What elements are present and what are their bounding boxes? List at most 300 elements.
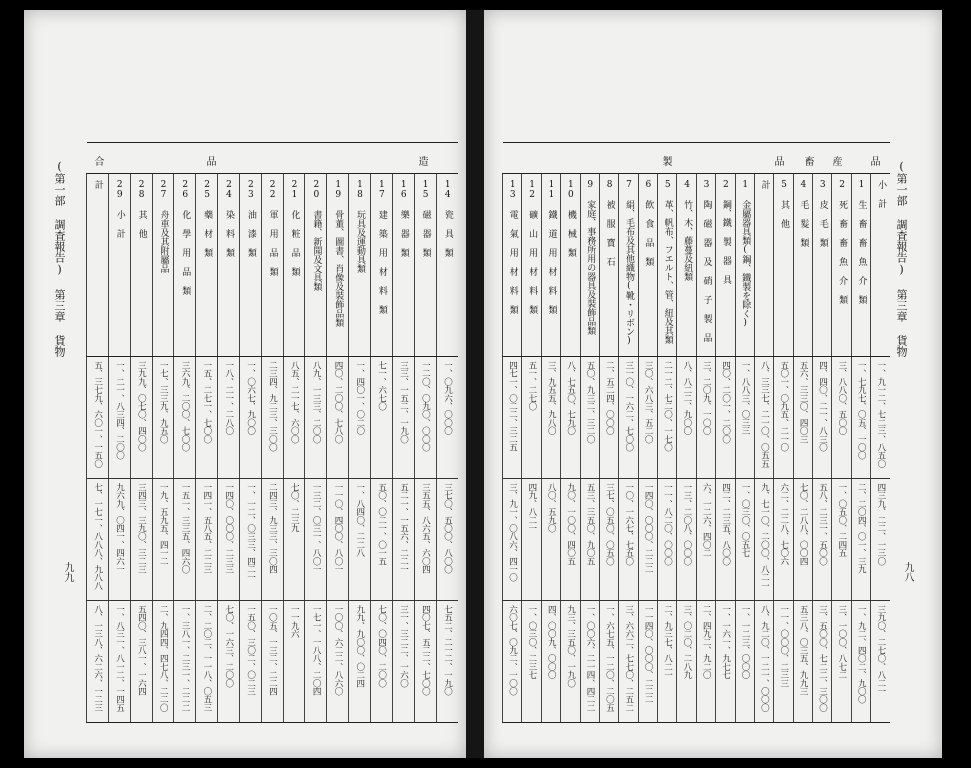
table-cell (392, 601, 414, 723)
cell-value: 三、八八〇、五〇〇 (836, 361, 847, 435)
table-cell (735, 479, 754, 601)
cell-value: 一、六七五、一二〇、二〇五 (604, 605, 615, 712)
cell-value: 八五、二一七、六〇〇 (289, 361, 300, 444)
cell-value: 八九、一三三、二〇〇 (311, 361, 322, 444)
table-cell (349, 479, 371, 601)
cell-value: 九〇、一〇〇、四〇五 (565, 483, 576, 566)
table-cell (239, 357, 261, 479)
cell-value: 二四三、九三三、三〇四 (267, 483, 278, 574)
table-cell (414, 601, 436, 723)
column-header-label: 5 革、帆布、フエルト、管、紐及其類 (662, 180, 673, 344)
cell-value: 六、一二六、四〇二 (701, 483, 712, 557)
table-cell (871, 479, 890, 601)
column-header-label: 3 皮 毛 類 (817, 180, 828, 247)
table-cell (130, 479, 152, 601)
column-header-label: 9 家庭、事務所用の器具及裝飾品類 (585, 180, 596, 335)
cell-value: 五、三七九、六〇一、一五〇 (92, 361, 103, 468)
column-header (561, 174, 580, 357)
table-cell (108, 601, 130, 723)
cell-value: 一、一二三、〇〇〇 (739, 605, 750, 679)
column-header-label: 計 (759, 180, 770, 189)
cell-value: 一、九一二、七二三、八五〇 (875, 361, 886, 468)
table-cell (561, 601, 580, 723)
table-cell (619, 357, 638, 479)
group-label: 畜 (804, 157, 815, 168)
column-header (130, 174, 152, 357)
column-header-label: 21 化 粧 品 類 (289, 180, 300, 276)
table-cell (580, 357, 599, 479)
table-cell (392, 357, 414, 479)
table-cell (239, 601, 261, 723)
cell-value: 九九、九〇〇、〇二四 (354, 605, 365, 688)
cell-value: 五三、三五〇、九〇五 (584, 483, 595, 566)
column-header-label: 28 其 他 (136, 180, 147, 238)
table-cell (638, 479, 657, 601)
table-row (87, 479, 459, 601)
column-header (261, 174, 283, 357)
cell-value: 四、〇〇九、〇〇〇 (546, 605, 557, 679)
cell-value: 三七、〇五〇、〇五〇 (604, 483, 615, 566)
table-cell (677, 357, 696, 479)
table-cell (754, 479, 773, 601)
cell-value: 一五一、三三五、四六〇 (180, 483, 191, 574)
cell-value: 一三二、〇三一、八〇一 (311, 483, 322, 574)
cell-value: 四〇七、五二二、七〇〇 (420, 605, 431, 696)
cell-value: 八、三三七、二一〇、〇五五 (759, 361, 770, 468)
table-cell (327, 479, 349, 601)
table-cell (774, 601, 793, 723)
cell-value: 三九九、〇七〇、四〇〇 (136, 361, 147, 452)
table-cell (851, 601, 870, 723)
table-cell (283, 479, 305, 601)
cell-value: 三〇、六八三、五二〇 (643, 361, 654, 444)
cell-value: 一、〇三〇、〇五七 (739, 483, 750, 557)
cell-value: 五八、二三一、五〇〇 (817, 483, 828, 566)
column-header (580, 174, 599, 357)
cell-value: 九六九、〇四一、四六一 (114, 483, 125, 574)
statistics-table-right (502, 142, 890, 723)
cell-value: 一、八三一、八一二、一四五 (114, 605, 125, 712)
column-header (218, 174, 240, 357)
book-spine (466, 10, 484, 758)
table-cell (871, 357, 890, 479)
cell-value: 三五五、八六五、六〇四 (420, 483, 431, 574)
cell-value: 七五二、二一二、一九〇 (442, 605, 453, 696)
cell-value: 三九〇、二七〇、八二一 (875, 605, 886, 696)
cell-value: 三、五〇〇、七二二、三〇〇 (817, 605, 828, 712)
table-cell (152, 479, 174, 601)
column-header-label: 23 油 漆 類 (245, 180, 256, 257)
table-cell (696, 601, 715, 723)
column-header-label: 26 化 學 用 品 類 (180, 180, 191, 295)
column-header-label: 11 鐵 道 用 材 料 類 (546, 180, 557, 314)
cell-value: 一、二一、八三四、二〇〇 (114, 361, 125, 460)
column-header-label: 20 書籍、新聞及文具類 (311, 180, 322, 291)
table-cell (658, 479, 677, 601)
cell-value: 一、〇九六、〇〇〇 (442, 361, 453, 435)
cell-value: 七、一七一、八八八、九八八 (92, 483, 103, 590)
table-row (87, 601, 459, 723)
cell-value: 二、四九二、九二〇 (701, 605, 712, 679)
column-header-label: 4 毛 髮 類 (798, 180, 809, 247)
column-header (414, 174, 436, 357)
column-header (436, 174, 458, 357)
cell-value: 一五、二七一、七〇〇 (201, 361, 212, 444)
column-header-label: 13 電 氣 用 材 料 類 (507, 180, 518, 314)
cell-value: 三、〇二〇、二八九 (681, 605, 692, 679)
column-header (305, 174, 327, 357)
column-header (638, 174, 657, 357)
table-cell (261, 357, 283, 479)
table-cell (174, 357, 196, 479)
running-header: (第一部 調査報告) 第三章 貨物 (53, 160, 66, 357)
table-cell (503, 479, 522, 601)
table-cell (152, 357, 174, 479)
cell-value: 一八、二一、二八〇 (223, 361, 234, 435)
cell-value: 三、二〇九、一〇〇 (701, 361, 712, 435)
table-cell (851, 357, 870, 479)
column-header (832, 174, 851, 357)
table-cell (108, 479, 130, 601)
cell-value: 一四〇、〇〇〇、二三三 (223, 483, 234, 574)
table-cell (696, 357, 715, 479)
column-header (696, 174, 715, 357)
cell-value: 四七一、〇二二、三二五 (507, 361, 518, 452)
cell-value: 三一、三二二、一六〇 (398, 605, 409, 688)
table-cell (696, 479, 715, 601)
cell-value: 二、二〇二、一一八、〇五三 (201, 605, 212, 712)
table-cell (370, 479, 392, 601)
column-header (677, 174, 696, 357)
column-header (735, 174, 754, 357)
column-header-label: 8 被 服 寶 石 (604, 180, 615, 266)
table-cell (327, 357, 349, 479)
cell-value: 五六、三三〇、四〇三 (798, 361, 809, 444)
table-cell (677, 601, 696, 723)
column-header-label: 1 金屬器具類(鋼、鐵製を除く) (740, 180, 751, 328)
table-cell (108, 357, 130, 479)
column-header (370, 174, 392, 357)
cell-value: 三、一〇〇、八七二 (836, 605, 847, 679)
cell-value: 一、〇〇六、二一四、四二二 (584, 605, 595, 712)
table-cell (599, 601, 618, 723)
column-header-label: 小 計 (876, 180, 887, 208)
table-cell (436, 357, 458, 479)
table-cell (392, 479, 414, 601)
cell-value: 三七〇、五〇〇、八〇〇 (442, 483, 453, 574)
cell-value: 五二一、一五六、二二一 (398, 483, 409, 574)
column-header-label: 1 生 畜 畜 魚 介 類 (856, 180, 867, 304)
table-cell (813, 601, 832, 723)
group-header-row (87, 143, 459, 174)
table-cell (349, 357, 371, 479)
column-header (658, 174, 677, 357)
table-cell (716, 357, 735, 479)
column-header (522, 174, 541, 357)
cell-value: 八、八二二、九〇〇 (681, 361, 692, 435)
cell-value: 一、四〇一、〇二〇 (354, 361, 365, 435)
table-cell (503, 601, 522, 723)
table-cell (638, 601, 657, 723)
table-cell (370, 601, 392, 723)
cell-value: 三、九一、〇八六、四一〇 (507, 483, 518, 582)
table-cell (436, 479, 458, 601)
cell-value: 一九、五九五、四一二 (158, 483, 169, 566)
column-header-label: 24 染 料 類 (223, 180, 234, 257)
column-header (716, 174, 735, 357)
column-header-label: 5 其 他 (778, 180, 789, 228)
column-header (327, 174, 349, 357)
table-cell (414, 479, 436, 601)
column-header-label: 7 絹、毛布及其他織物(靴・リボン) (623, 180, 634, 346)
column-header (108, 174, 130, 357)
cell-value: 二、九三七、八二一 (662, 605, 673, 679)
table-row (503, 357, 891, 479)
cell-value: 二、二〇四、〇一、三九 (856, 483, 867, 574)
cell-value: 二三四、九二三、三〇〇 (267, 361, 278, 452)
table-cell (130, 357, 152, 479)
column-header-label: 19 骨董、圖書、肖像及裝飾品類 (333, 180, 344, 327)
table-cell (174, 601, 196, 723)
column-header-label: 22 軍 用 品 類 (267, 180, 278, 276)
cell-value: 一、〇三〇、二三七 (526, 605, 537, 679)
table-cell (239, 479, 261, 601)
cell-value: 四三九、二二、一三〇 (875, 483, 886, 566)
table-cell (503, 357, 522, 479)
table-cell (541, 601, 560, 723)
column-header-label: 4 竹、木、藤蔓及紐類 (682, 180, 693, 281)
column-header-label: 14 瓷 具 類 (442, 180, 453, 257)
table-cell (152, 601, 174, 723)
running-header: (第一部 調査報告) 第三章 貨物 (895, 160, 908, 357)
cell-value: 一、九二、四〇二、九〇〇 (856, 605, 867, 704)
cell-value: 五〇一、〇九五、二一〇 (778, 361, 789, 452)
cell-value: 四二、二三五、八〇〇 (720, 483, 731, 566)
page-number: 九九 (62, 562, 73, 582)
column-header (541, 174, 560, 357)
statistics-table-left (86, 142, 458, 723)
group-header-row (503, 143, 891, 174)
table-cell (793, 601, 812, 723)
cell-value: 一二〇、〇九〇、〇〇〇 (420, 361, 431, 452)
table-cell (327, 601, 349, 723)
table-cell (580, 479, 599, 601)
column-header (239, 174, 261, 357)
group-label: 品 (206, 157, 217, 168)
table-cell (851, 479, 870, 601)
group-label: 産 (832, 157, 843, 168)
cell-value: 四九、八二一 (526, 483, 537, 533)
column-header-label: 25 藥 材 類 (202, 180, 213, 257)
cell-value: 七〇、一六三、二〇〇 (223, 605, 234, 688)
table-cell (793, 357, 812, 479)
table-cell (436, 601, 458, 723)
cell-value: 一四一、五八五、二二三 (201, 483, 212, 574)
column-header (754, 174, 773, 357)
left-page (24, 10, 466, 758)
table-cell (813, 357, 832, 479)
cell-value: 一一九六 (289, 605, 300, 638)
column-header (813, 174, 832, 357)
cell-value: 九、七一〇、二〇〇、八二一 (759, 483, 770, 590)
cell-value: 二、九四四、四七八、二二〇 (158, 605, 169, 712)
cell-value: 一三、二〇八、〇〇〇 (681, 483, 692, 566)
table-cell (522, 357, 541, 479)
table-cell (87, 357, 109, 479)
column-header (619, 174, 638, 357)
table-cell (541, 357, 560, 479)
cell-value: 三六九、二〇〇、七〇〇 (180, 361, 191, 452)
cell-value: 一七、三三九、九五〇 (158, 361, 169, 444)
table-cell (305, 479, 327, 601)
column-header (87, 174, 109, 357)
group-label: 合 (94, 157, 105, 168)
table-cell (283, 601, 305, 723)
table-cell (832, 357, 851, 479)
cell-value: 五三八、〇三五、九九三 (798, 605, 809, 696)
cell-value: 三四三、三九〇、三二三 (136, 483, 147, 574)
table-cell (370, 357, 392, 479)
right-page (484, 10, 942, 758)
group-label: 製 (662, 157, 673, 168)
table-cell (522, 479, 541, 601)
table-cell (735, 601, 754, 723)
table-cell (677, 479, 696, 601)
cell-value: 一、〇六七、九〇〇 (245, 361, 256, 435)
cell-value: 五〇、九三二、三二〇 (584, 361, 595, 444)
cell-value: 六二、二二八、七〇六 (778, 483, 789, 566)
column-header (174, 174, 196, 357)
table-cell (174, 479, 196, 601)
cell-value: 一一四〇、〇〇〇、二二二 (643, 605, 654, 704)
table-cell (619, 601, 638, 723)
table-cell (813, 479, 832, 601)
column-header-label: 12 礦 山 用 材 料 類 (527, 180, 538, 314)
table-cell (619, 479, 638, 601)
table-cell (414, 357, 436, 479)
table-cell (305, 601, 327, 723)
cell-value: 一一、〇〇〇、二三三 (778, 605, 789, 688)
column-header (793, 174, 812, 357)
cell-value: 一一、八二〇、〇〇〇 (662, 483, 673, 566)
column-header-label: 3 陶 磁 器 及 硝 子 製 品 (701, 180, 712, 342)
table-row (87, 357, 459, 479)
cell-value: 一五〇、三〇二、〇二三 (245, 605, 256, 696)
table-cell (541, 479, 560, 601)
group-label: 造 (418, 157, 429, 168)
cell-value: 五〇、〇二一、〇一五 (376, 483, 387, 566)
column-header-label: 17 建 築 用 材 料 類 (376, 180, 387, 314)
cell-value: 七〇、二八八、〇〇四 (798, 483, 809, 566)
column-header-label: 15 磁 器 類 (420, 180, 431, 257)
table-cell (87, 601, 109, 723)
table-cell (283, 357, 305, 479)
cell-value: 一〇五、一三二、二二四 (267, 605, 278, 696)
table-cell (261, 601, 283, 723)
cell-value: 一〇、一六七、七五〇 (623, 483, 634, 566)
column-header-label: 6 飲 食 品 類 (643, 180, 654, 266)
cell-value: 八、九二〇、一二一、〇〇〇 (759, 605, 770, 712)
cell-value: 九三、三五〇、一九〇 (565, 605, 576, 688)
table-cell (196, 479, 218, 601)
table-cell (793, 479, 812, 601)
table-cell (196, 601, 218, 723)
table-cell (349, 601, 371, 723)
column-header (851, 174, 870, 357)
table-cell (832, 601, 851, 723)
table-cell (561, 479, 580, 601)
column-header (871, 174, 890, 357)
cell-value: 一、七九七、〇五、一〇〇 (856, 361, 867, 460)
column-header-label: 18 玩具及運動具類 (355, 180, 366, 273)
table-cell (218, 601, 240, 723)
table-cell (658, 357, 677, 479)
table-row (503, 479, 891, 601)
table-cell (774, 357, 793, 479)
column-header-label: 29 小 計 (114, 180, 125, 238)
table-cell (218, 357, 240, 479)
cell-value: 一七一、一八八、二〇四 (311, 605, 322, 696)
table-cell (754, 601, 773, 723)
cell-value: 一、〇五〇、二四五 (836, 483, 847, 557)
table-cell (305, 357, 327, 479)
group-label: 品 (870, 157, 881, 168)
column-header (392, 174, 414, 357)
column-header (774, 174, 793, 357)
cell-value: 五四〇、三八一、一六四 (136, 605, 147, 696)
cell-value: 七一、六七〇 (376, 361, 387, 411)
column-header-label: 2 死 畜 畜 魚 介 類 (837, 180, 848, 304)
cell-value: 一、八八三、〇三三 (739, 361, 750, 435)
table-cell (774, 479, 793, 601)
table-cell (130, 601, 152, 723)
cell-value: 三一〇、一六二、七〇〇 (623, 361, 634, 452)
cell-value: 四〇、二〇〇、七八〇 (332, 361, 343, 444)
cell-value: 一、一二、〇三三、四二一 (245, 483, 256, 582)
table-cell (871, 601, 890, 723)
table-cell (261, 479, 283, 601)
cell-value: 六〇七、〇九二、一〇〇 (507, 605, 518, 696)
table-cell (218, 479, 240, 601)
cell-value: 五一、二七〇 (526, 361, 537, 411)
table-row (503, 601, 891, 723)
table-cell (599, 357, 618, 479)
column-header (349, 174, 371, 357)
column-header-label: 16 樂 器 類 (398, 180, 409, 257)
cell-value: 一一〇、四〇〇、八〇一 (332, 483, 343, 574)
table-cell (580, 601, 599, 723)
column-header (283, 174, 305, 357)
table-cell (561, 357, 580, 479)
cell-value: 一四〇、〇〇〇、二二二 (643, 483, 654, 574)
table-cell (832, 479, 851, 601)
table-cell (716, 479, 735, 601)
table-cell (754, 357, 773, 479)
table-cell (735, 357, 754, 479)
column-header-label: 計 (92, 180, 103, 189)
table-cell (658, 601, 677, 723)
cell-value: 一〇〇、六二二、八六〇 (332, 605, 343, 696)
cell-value: 一、三八一、二三一、二二二 (180, 605, 191, 712)
cell-value: 八、一三八、六二六、一二三 (92, 605, 103, 712)
column-header (503, 174, 522, 357)
table-cell (638, 357, 657, 479)
cell-value: 二一二、七二〇、一七〇 (662, 361, 673, 452)
cell-value: 七〇、二三九 (289, 483, 300, 533)
table-cell (87, 479, 109, 601)
cell-value: 八〇、五九〇 (546, 483, 557, 533)
column-header-label: 2 鋼、鐵 製 器 具 (720, 180, 731, 284)
